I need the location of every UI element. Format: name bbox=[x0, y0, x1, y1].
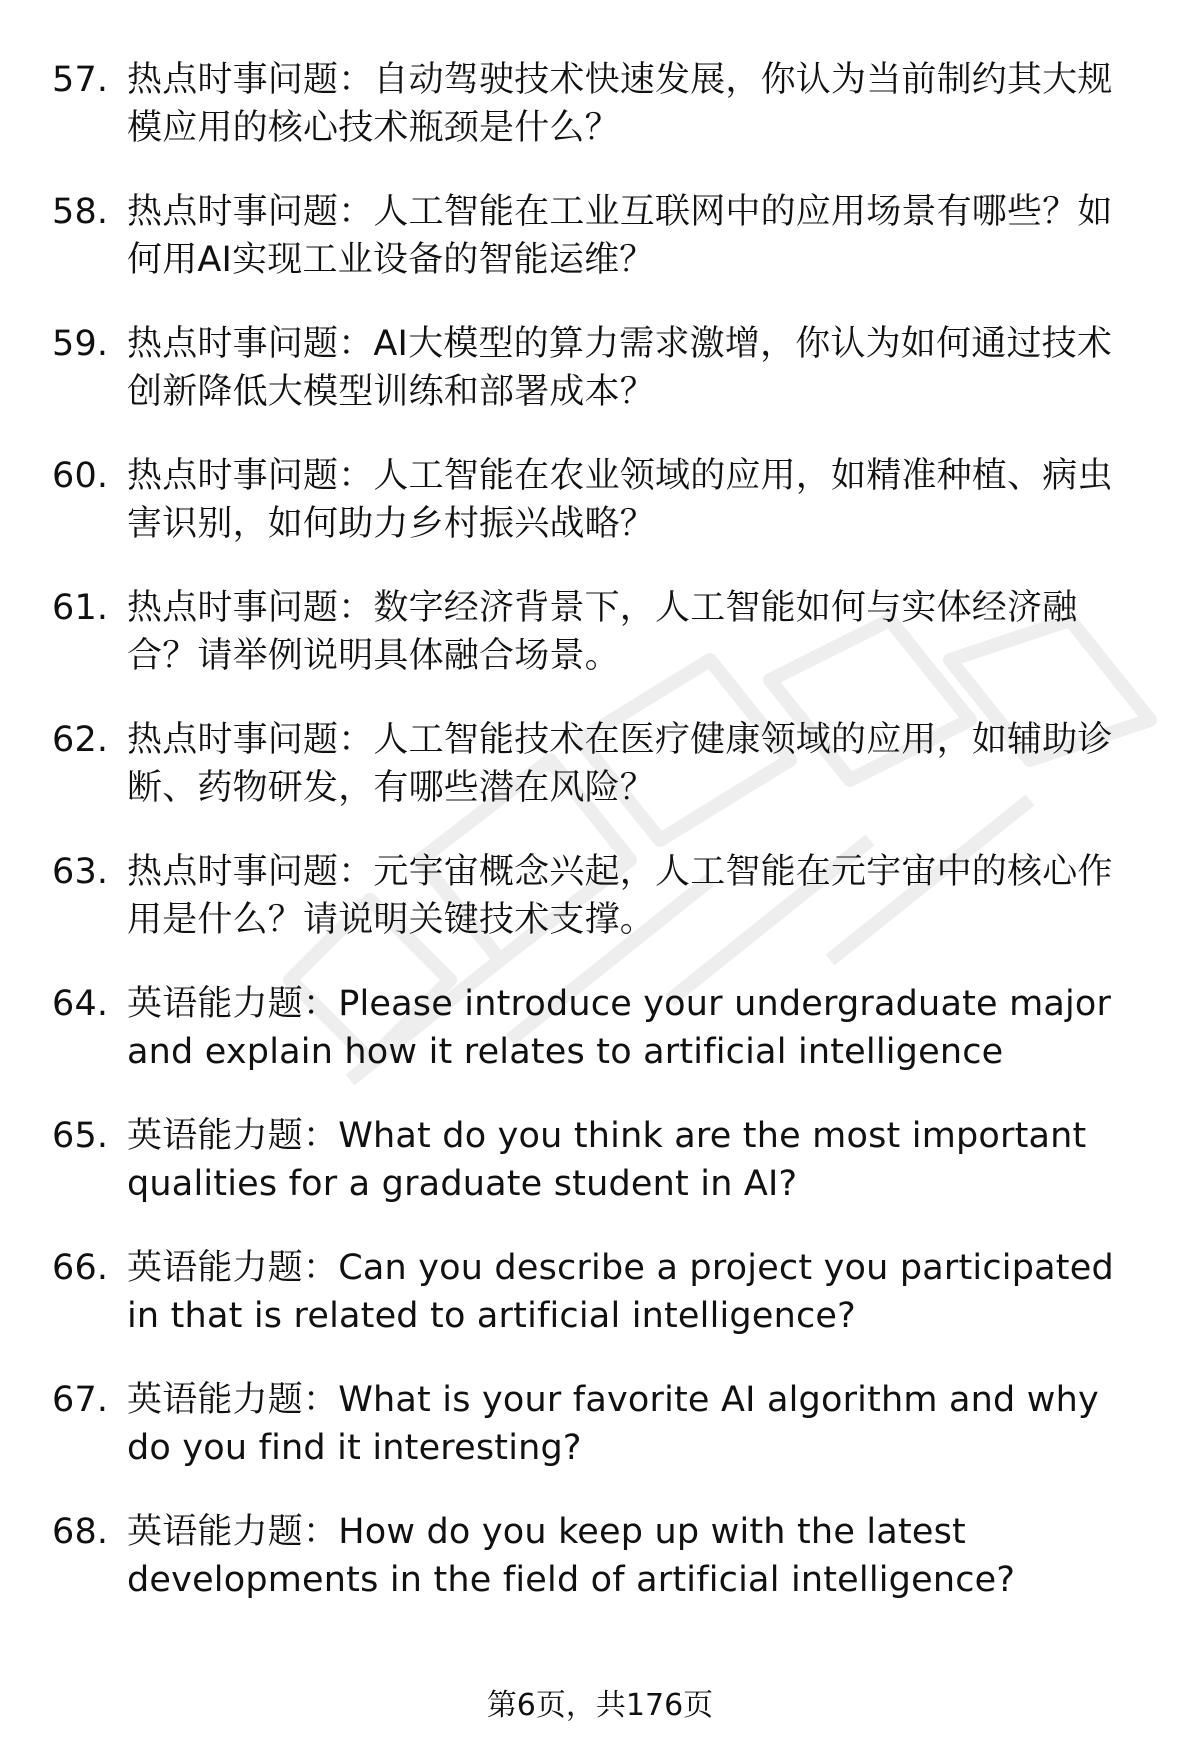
question-number: 62. bbox=[52, 720, 109, 760]
question-item bbox=[0, 188, 1142, 284]
question-number: 57. bbox=[52, 60, 109, 100]
question-number: 63. bbox=[52, 852, 109, 892]
question-text: 热点时事问题：人工智能在工业互联网中的应用场景有哪些？如何用AI实现工业设备的智能运维？ bbox=[127, 192, 1113, 280]
question-number: 64. bbox=[52, 984, 109, 1024]
question-text: 英语能力题：What is your favorite AI algorithm and why do you find it interesting? bbox=[127, 1380, 1099, 1468]
question-item bbox=[0, 452, 1142, 548]
question-text: 热点时事问题：AI大模型的算力需求激增，你认为如何通过技术创新降低大模型训练和部署成本？ bbox=[127, 324, 1113, 412]
question-text: 英语能力题：Can you describe a project you participated in that is related to artificial intelligence? bbox=[127, 1248, 1114, 1336]
question-item bbox=[0, 1112, 1142, 1208]
question-item bbox=[0, 980, 1142, 1076]
question-number: 66. bbox=[52, 1248, 109, 1288]
question-number: 65. bbox=[52, 1116, 109, 1156]
question-item bbox=[0, 56, 1142, 152]
question-number: 59. bbox=[52, 324, 109, 364]
question-list bbox=[0, 56, 1200, 1640]
question-text: 热点时事问题：元宇宙概念兴起，人工智能在元宇宙中的核心作用是什么？请说明关键技术支撑。 bbox=[127, 852, 1113, 940]
question-text: 热点时事问题：人工智能技术在医疗健康领域的应用，如辅助诊断、药物研发，有哪些潜在风险？ bbox=[127, 720, 1113, 808]
question-text: 英语能力题：How do you keep up with the latest developments in the field of artificial intelligence? bbox=[127, 1512, 1016, 1600]
question-item bbox=[0, 848, 1142, 944]
question-item bbox=[0, 1244, 1142, 1340]
question-text: 热点时事问题：数字经济背景下，人工智能如何与实体经济融合？请举例说明具体融合场景。 bbox=[127, 588, 1078, 676]
page-footer: 第6页，共176页 bbox=[486, 1688, 714, 1723]
question-number: 68. bbox=[52, 1512, 109, 1552]
question-item bbox=[0, 320, 1142, 416]
question-number: 60. bbox=[52, 456, 109, 496]
question-number: 67. bbox=[52, 1380, 109, 1420]
question-number: 58. bbox=[52, 192, 109, 232]
question-text: 英语能力题：What do you think are the most important qualities for a graduate student in AI? bbox=[127, 1116, 1087, 1204]
question-text: 英语能力题：Please introduce your undergraduate major and explain how it relates to artificial intelligence bbox=[127, 984, 1112, 1072]
question-item bbox=[0, 1376, 1142, 1472]
question-item bbox=[0, 1508, 1142, 1604]
question-number: 61. bbox=[52, 588, 109, 628]
question-item bbox=[0, 716, 1142, 812]
question-item bbox=[0, 584, 1142, 680]
question-text: 热点时事问题：人工智能在农业领域的应用，如精准种植、病虫害识别，如何助力乡村振兴战略？ bbox=[127, 456, 1113, 544]
question-text: 热点时事问题：自动驾驶技术快速发展，你认为当前制约其大规模应用的核心技术瓶颈是什么？ bbox=[127, 60, 1113, 148]
